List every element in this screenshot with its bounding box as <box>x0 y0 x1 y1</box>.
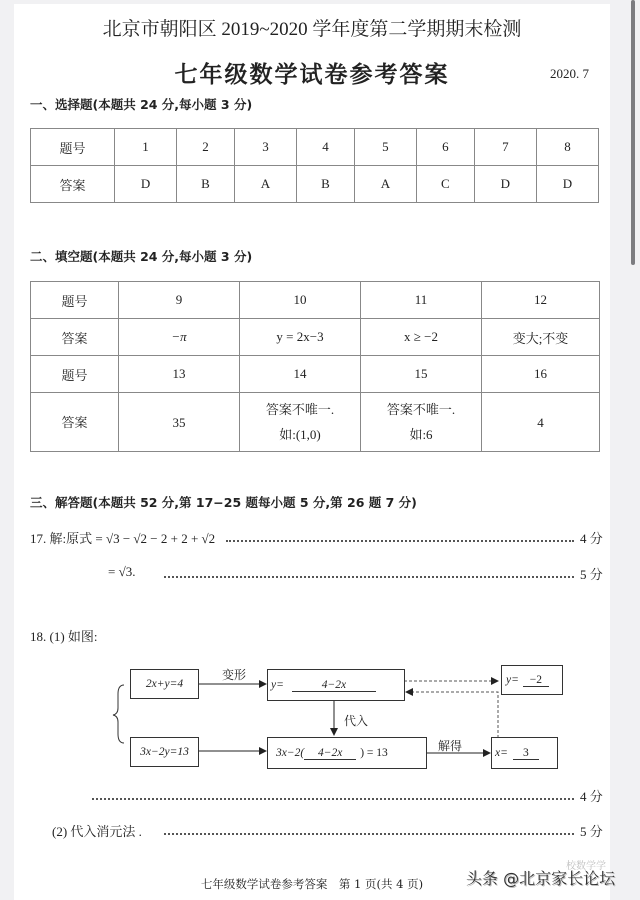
row-label: 答案 <box>31 319 119 356</box>
question-number: 5 <box>354 129 416 166</box>
dotted-leader <box>92 798 574 800</box>
question-number: 8 <box>536 129 598 166</box>
question-number: 7 <box>474 129 536 166</box>
exam-title: 北京市朝阳区 2019~2020 学年度第二学期期末检测 <box>102 19 522 40</box>
score-label: 5 分 <box>580 824 603 839</box>
dashed-arrow-back <box>406 692 498 738</box>
answer-cell: D <box>474 166 536 203</box>
expr-fill: 4−2x <box>292 679 376 692</box>
brace-icon <box>113 685 124 743</box>
question-number: 10 <box>240 282 361 319</box>
row-label: 题号 <box>31 282 119 319</box>
dotted-leader <box>164 833 574 835</box>
q18-label: 18. (1) 如图: <box>30 629 98 644</box>
expr-prefix: y= <box>506 674 519 686</box>
question-number: 16 <box>482 356 600 393</box>
x-result-box <box>491 737 558 769</box>
question-number: 15 <box>361 356 482 393</box>
answer-cell: 变大;不变 <box>482 319 600 356</box>
answer-cell: A <box>234 166 296 203</box>
solve-label: 解得 <box>438 739 463 753</box>
answer-cell: C <box>416 166 474 203</box>
watermark: 头条 @北京家长论坛 <box>466 869 616 888</box>
q17-line2: = √3. <box>108 564 136 579</box>
row-label: 题号 <box>31 129 115 166</box>
section1-heading: 一、选择题(本题共 24 分,每小题 3 分) <box>30 97 253 112</box>
expr-fill: 3 <box>513 747 539 760</box>
answer-cell: 35 <box>119 393 240 452</box>
answer-cell: B <box>297 166 355 203</box>
scrollbar[interactable] <box>631 0 635 265</box>
question-number: 3 <box>234 129 296 166</box>
answer-cell: y = 2x−3 <box>240 319 361 356</box>
expr-fill: 4−2x <box>304 747 356 760</box>
answer-cell: 4 <box>482 393 600 452</box>
faint-watermark: 校数学学 <box>566 861 606 872</box>
answer-cell: A <box>354 166 416 203</box>
question-number: 11 <box>361 282 482 319</box>
answer-line: 如:6 <box>409 427 433 442</box>
q17-line1: 17. 解:原式 = √3 − √2 − 2 + 2 + √2 <box>30 531 216 546</box>
question-number: 12 <box>482 282 600 319</box>
answer-cell: −π <box>119 319 240 356</box>
question-number: 2 <box>177 129 235 166</box>
q18-part2: (2) 代入消元法 . <box>52 824 142 839</box>
row-label: 答案 <box>31 393 119 452</box>
section3-heading: 三、解答题(本题共 52 分,第 17−25 题每小题 5 分,第 26 题 7 分) <box>30 495 417 510</box>
question-number: 1 <box>115 129 177 166</box>
score-label: 4 分 <box>580 789 603 804</box>
substitute-label: 代入 <box>344 714 369 728</box>
equation-text: 2x+y=4 <box>145 678 184 690</box>
question-number: 14 <box>240 356 361 393</box>
question-number: 6 <box>416 129 474 166</box>
answer-line: 答案不唯一. <box>386 402 456 417</box>
equation-box-1 <box>130 669 199 699</box>
document-page <box>14 4 610 900</box>
expr-prefix: x= <box>495 747 508 759</box>
equation-text: 3x−2y=13 <box>140 746 189 758</box>
page-footer: 七年级数学试卷参考答案 第 1 页(共 4 页) <box>200 877 424 891</box>
answer-line: 答案不唯一. <box>265 402 335 417</box>
score-label: 5 分 <box>580 567 603 582</box>
document-date: 2020. 7 <box>550 66 589 81</box>
expr-fill: −2 <box>523 674 549 687</box>
y-expression-box <box>267 669 405 701</box>
expr-prefix: 3x−2( <box>276 747 305 759</box>
row-label: 答案 <box>31 166 115 203</box>
answer-cell: D <box>115 166 177 203</box>
expr-suffix: ) = 13 <box>360 747 388 759</box>
answer-cell: D <box>536 166 598 203</box>
transform-label: 变形 <box>222 668 247 682</box>
question-number: 4 <box>297 129 355 166</box>
question-number: 13 <box>119 356 240 393</box>
equation-box-2 <box>130 737 199 767</box>
substitution-box <box>267 737 427 769</box>
section2-heading: 二、填空题(本题共 24 分,每小题 3 分) <box>30 249 253 264</box>
row-label: 题号 <box>31 356 119 393</box>
answer-cell: x ≥ −2 <box>361 319 482 356</box>
expr-prefix: y= <box>271 679 284 691</box>
answer-line: 如:(1,0) <box>279 427 321 442</box>
answer-cell: B <box>177 166 235 203</box>
y-result-box <box>501 665 563 695</box>
document-title: 七年级数学试卷参考答案 <box>174 62 450 88</box>
question-number: 9 <box>119 282 240 319</box>
score-label: 4 分 <box>580 531 603 546</box>
